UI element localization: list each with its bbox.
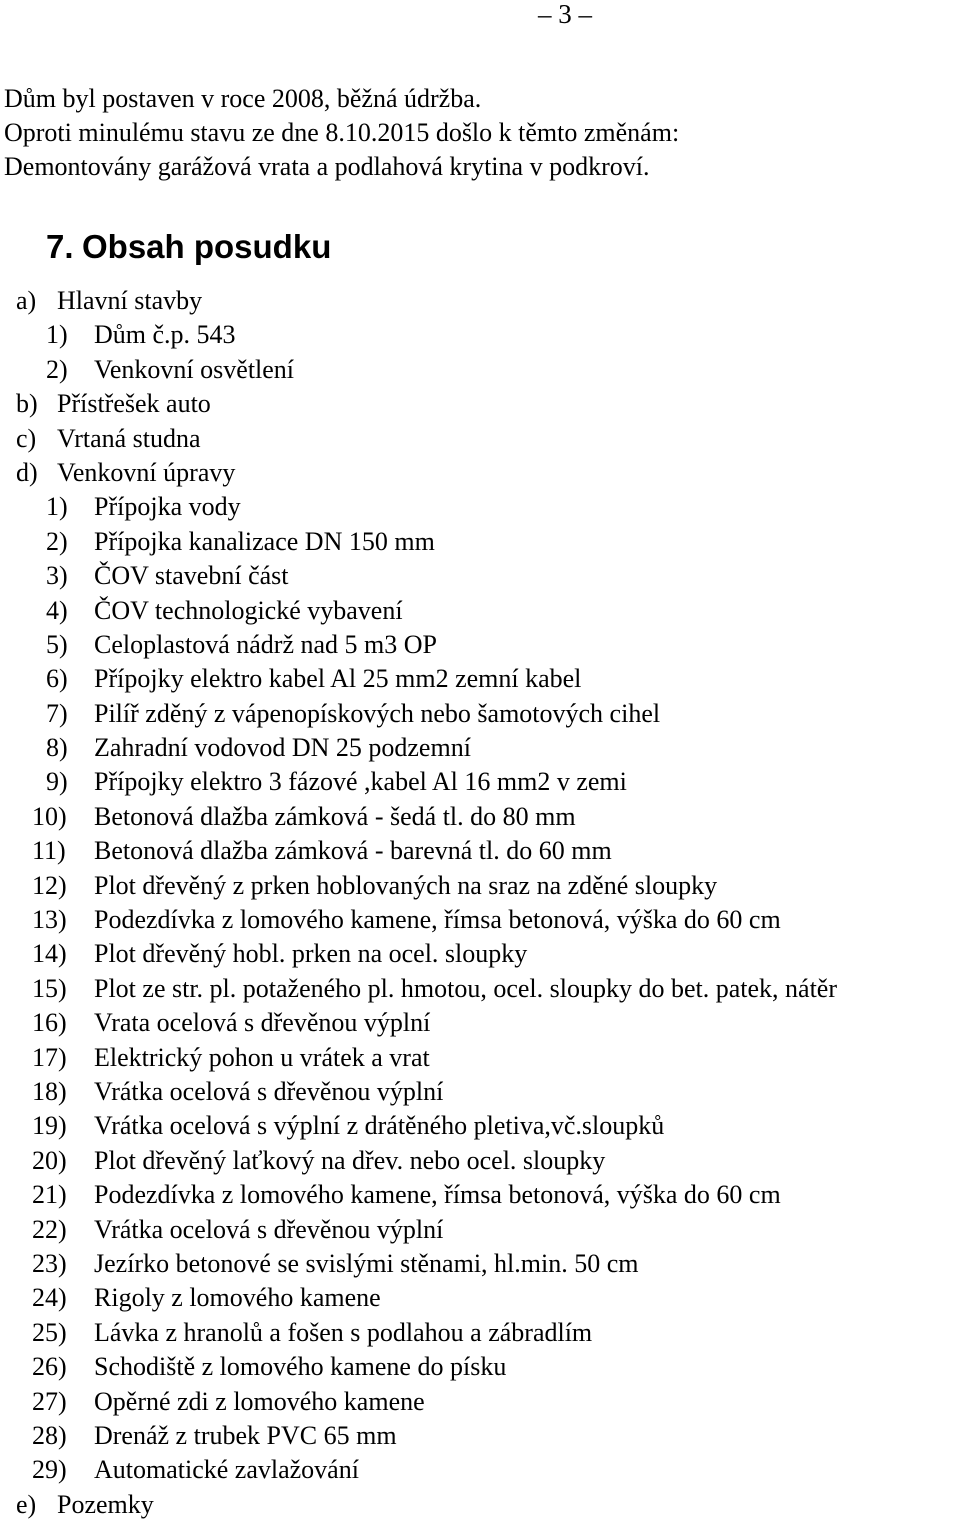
intro-line: Oproti minulému stavu ze dne 8.10.2015 došlo k těmto změnám: (4, 118, 680, 147)
list-item (0, 490, 960, 524)
list-item-text: Podezdívka z lomového kamene, římsa betonová, výška do 60 cm (94, 905, 781, 935)
list-item-marker: 23) (32, 1248, 67, 1278)
list-item-text: Schodiště z lomového kamene do písku (94, 1352, 507, 1382)
list-item-text: Plot dřevěný z prken hoblovaných na sraz na zděné sloupky (94, 870, 718, 900)
section-number: 7. (46, 228, 74, 265)
list-item-text: Jezírko betonové se svislými stěnami, hl.min. 50 cm (94, 1248, 639, 1278)
list-item-marker: 24) (32, 1283, 67, 1313)
list-item (0, 422, 960, 456)
list-item-marker: 6) (46, 664, 68, 694)
list-item-text: Celoplastová nádrž nad 5 m3 OP (94, 629, 437, 659)
list-item-marker: 22) (32, 1214, 67, 1244)
list-item-marker: 2) (46, 526, 68, 556)
list-item-marker: e) (16, 1489, 37, 1519)
list-item-marker: 5) (46, 629, 68, 659)
list-item-marker: 8) (46, 733, 68, 763)
list-item-marker: 25) (32, 1317, 67, 1347)
list-item (0, 731, 960, 765)
contents-list (0, 284, 960, 1522)
list-item-marker: c) (16, 423, 37, 453)
list-item-text: Plot dřevěný laťkový na dřev. nebo ocel. sloupky (94, 1145, 606, 1175)
list-item-marker: b) (16, 389, 38, 419)
list-item-text: Lávka z hranolů a fošen s podlahou a zábradlím (94, 1317, 593, 1347)
list-item-text: Rigoly z lomového kamene (94, 1283, 381, 1313)
list-item (0, 1316, 960, 1350)
list-item-marker: 12) (32, 870, 67, 900)
list-item (0, 559, 960, 593)
list-item-text: Přípojka vody (94, 492, 241, 522)
list-item (0, 1281, 960, 1315)
list-item-text: Vrata ocelová s dřevěnou výplní (94, 1008, 431, 1038)
list-item-text: Drenáž z trubek PVC 65 mm (94, 1420, 397, 1450)
list-item (0, 1350, 960, 1384)
list-item (0, 594, 960, 628)
list-item (0, 800, 960, 834)
list-item-text: Přípojky elektro 3 fázové ,kabel Al 16 mm2 v zemi (94, 767, 627, 797)
list-item-text: Betonová dlažba zámková - barevná tl. do 60 mm (94, 836, 612, 866)
list-item-marker: 14) (32, 939, 67, 969)
list-item (0, 1006, 960, 1040)
section-title: Obsah posudku (82, 228, 332, 265)
list-item-marker: 2) (46, 354, 68, 384)
list-item-marker: 3) (46, 561, 68, 591)
list-item (0, 318, 960, 352)
list-item-text: Pilíř zděný z vápenopískových nebo šamotových cihel (94, 698, 661, 728)
list-item-marker: 21) (32, 1180, 67, 1210)
list-item-marker: 13) (32, 905, 67, 935)
list-item-text: Přípojka kanalizace DN 150 mm (94, 526, 435, 556)
list-item (0, 628, 960, 662)
list-item (0, 1075, 960, 1109)
intro-line: Demontovány garážová vrata a podlahová krytina v podkroví. (4, 152, 650, 181)
list-item (0, 387, 960, 421)
list-item (0, 284, 960, 318)
list-item-text: ČOV technologické vybavení (94, 595, 403, 625)
list-item-text: Vrátka ocelová s dřevěnou výplní (94, 1214, 444, 1244)
list-item (0, 1213, 960, 1247)
list-item-text: Plot dřevěný hobl. prken na ocel. sloupky (94, 939, 528, 969)
list-item-marker: 9) (46, 767, 68, 797)
list-item-marker: 4) (46, 595, 68, 625)
list-item-text: Přípojky elektro kabel Al 25 mm2 zemní kabel (94, 664, 582, 694)
list-item-text: Venkovní úpravy (57, 457, 236, 487)
list-item (0, 1041, 960, 1075)
list-item-text: Přístřešek auto (57, 389, 211, 419)
list-item (0, 937, 960, 971)
list-item-marker: 28) (32, 1420, 67, 1450)
list-item-marker: a) (16, 286, 37, 315)
list-item-text: Automatické zavlažování (94, 1455, 359, 1485)
list-item-marker: 15) (32, 973, 67, 1003)
list-item-marker: 26) (32, 1352, 67, 1382)
list-item-text: Vrtaná studna (57, 423, 201, 453)
list-item (0, 662, 960, 696)
list-item-marker: d) (16, 457, 38, 487)
list-item-marker: 16) (32, 1008, 67, 1038)
list-item (0, 1247, 960, 1281)
list-item (0, 903, 960, 937)
list-item-marker: 11) (32, 836, 66, 866)
list-item-text: Pozemky (57, 1489, 154, 1519)
list-item-text: Podezdívka z lomového kamene, římsa betonová, výška do 60 cm (94, 1180, 781, 1210)
list-item (0, 1144, 960, 1178)
list-item-text: ČOV stavební část (94, 561, 289, 591)
list-item-text: Opěrné zdi z lomového kamene (94, 1386, 425, 1416)
list-item-marker: 17) (32, 1042, 67, 1072)
list-item (0, 1419, 960, 1453)
list-item-text: Vrátka ocelová s dřevěnou výplní (94, 1076, 444, 1106)
list-item-marker: 1) (46, 320, 68, 350)
section-heading (46, 226, 331, 268)
intro-line: Dům byl postaven v roce 2008, běžná údržba. (4, 84, 482, 113)
list-item-text: Zahradní vodovod DN 25 podzemní (94, 733, 471, 763)
list-item-marker: 18) (32, 1076, 67, 1106)
list-item (0, 765, 960, 799)
list-item-marker: 20) (32, 1145, 67, 1175)
list-item-text: Plot ze str. pl. potaženého pl. hmotou, ocel. sloupky do bet. patek, nátěr (94, 973, 838, 1003)
list-item (0, 1488, 960, 1522)
list-item-marker: 10) (32, 801, 67, 831)
intro-paragraph (4, 82, 679, 184)
page-number: – 3 – (538, 0, 592, 29)
list-item (0, 1178, 960, 1212)
list-item-text: Dům č.p. 543 (94, 320, 236, 350)
list-item (0, 456, 960, 490)
list-item (0, 697, 960, 731)
list-item (0, 353, 960, 387)
list-item-marker: 27) (32, 1386, 67, 1416)
list-item-text: Betonová dlažba zámková - šedá tl. do 80 mm (94, 801, 576, 831)
list-item (0, 834, 960, 868)
list-item-marker: 1) (46, 492, 68, 522)
list-item (0, 1453, 960, 1487)
list-item-marker: 29) (32, 1455, 67, 1485)
list-item-marker: 19) (32, 1111, 67, 1141)
list-item-text: Elektrický pohon u vrátek a vrat (94, 1042, 430, 1072)
list-item-marker: 7) (46, 698, 68, 728)
list-item-text: Venkovní osvětlení (94, 354, 295, 384)
list-item (0, 869, 960, 903)
list-item-text: Hlavní stavby (57, 286, 203, 315)
list-item-text: Vrátka ocelová s výplní z drátěného pletiva,vč.sloupků (94, 1111, 665, 1141)
list-item (0, 1109, 960, 1143)
list-item (0, 525, 960, 559)
list-item (0, 1385, 960, 1419)
list-item (0, 972, 960, 1006)
